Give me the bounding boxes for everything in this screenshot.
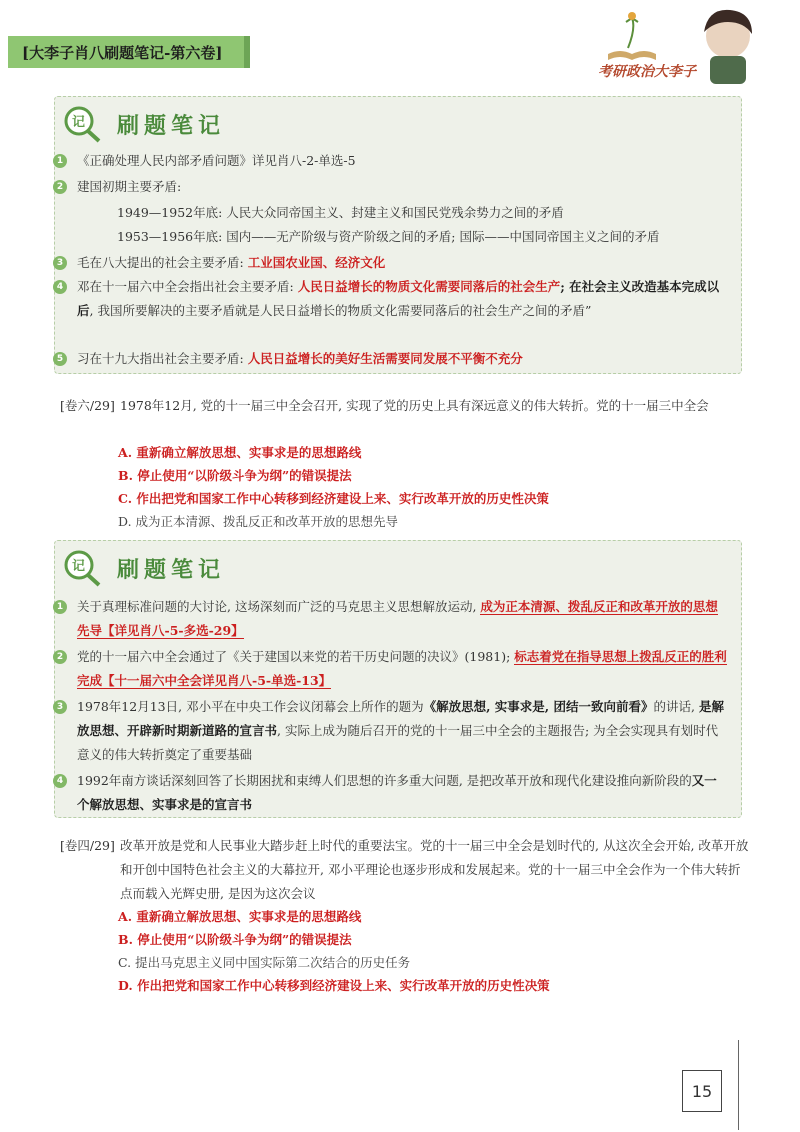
question-text: 1978年12月, 党的十一届三中全会召开, 实现了党的历史上具有深远意义的伟大转折。党的十一届三中全会 xyxy=(120,398,709,413)
option-b: B. 停止使用“以阶级斗争为纲”的错误提法 xyxy=(118,932,352,947)
note-text: 习在十九大指出社会主要矛盾: 人民日益增长的美好生活需要同发展不平衡不充分 xyxy=(77,351,523,366)
question-stem xyxy=(60,394,750,418)
option-d: D. 成为正本清源、拨乱反正和改革开放的思想先导 xyxy=(118,514,399,529)
magnifier-icon xyxy=(61,103,111,143)
number-badge: 5 xyxy=(53,352,67,366)
number-badge: 1 xyxy=(53,600,67,614)
note-text: 1978年12月13日, 邓小平在中央工作会议闭幕会上所作的题为《解放思想, 实事求是, 团结一致向前看》的讲话, 是解放思想、开辟新时期新道路的宣言书, 实际上成为随后召开的党的十一届三中全会的主题报告; 为全会实现具有划时代意义的伟大转折奠定了重要基础 xyxy=(77,699,724,762)
header-banner xyxy=(8,36,250,68)
number-badge: 4 xyxy=(53,774,67,788)
note-header xyxy=(61,103,291,143)
option-c: C. 提出马克思主义同中国实际第二次结合的历史任务 xyxy=(118,955,411,970)
note-text: 1992年南方谈话深刻回答了长期困扰和束缚人们思想的许多重大问题, 是把改革开放和现代化建设推向新阶段的又一个解放思想、实事求是的宣言书 xyxy=(77,773,717,812)
note-header xyxy=(61,547,291,587)
brand-text: 考研政治大李子 xyxy=(598,64,696,80)
page-number: 15 xyxy=(682,1070,722,1112)
question-tag: [卷四/29] xyxy=(60,838,115,853)
note-text: 《正确处理人民内部矛盾问题》详见肖八-2-单选-5 xyxy=(77,153,356,168)
option-b: B. 停止使用“以阶级斗争为纲”的错误提法 xyxy=(118,468,352,483)
note-text: 1949—1952年底: 人民大众同帝国主义、封建主义和国民党残余势力之间的矛盾 xyxy=(117,205,564,220)
note-text: 1953—1956年底: 国内——无产阶级与资产阶级之间的矛盾; 国际——中国同帝国主义之间的矛盾 xyxy=(117,229,660,244)
question-tag: [卷六/29] xyxy=(60,398,115,413)
page-rule xyxy=(738,1040,739,1130)
note-text: 邓在十一届六中全会指出社会主要矛盾: 人民日益增长的物质文化需要同落后的社会生产; 在社会主义改造基本完成以后, 我国所要解决的主要矛盾就是人民日益增长的物质文化需要同落后的社会生产之间的矛盾” xyxy=(77,279,720,318)
option-a: A. 重新确立解放思想、实事求是的思想路线 xyxy=(118,909,362,924)
header-title: [大李子肖八刷题笔记-第六卷] xyxy=(22,43,223,62)
number-badge: 2 xyxy=(53,650,67,664)
number-badge: 4 xyxy=(53,280,67,294)
note-text: 关于真理标准问题的大讨论, 这场深刻而广泛的马克思主义思想解放运动, 成为正本清源、拨乱反正和改革开放的思想先导【详见肖八-5-多选-29】 xyxy=(77,599,718,638)
number-badge: 1 xyxy=(53,154,67,168)
option-c: C. 作出把党和国家工作中心转移到经济建设上来、实行改革开放的历史性决策 xyxy=(118,491,549,506)
brand-logo xyxy=(598,8,798,88)
number-badge: 2 xyxy=(53,180,67,194)
option-a: A. 重新确立解放思想、实事求是的思想路线 xyxy=(118,445,362,460)
note-badge: 记 xyxy=(72,115,86,130)
note-title: 刷题笔记 xyxy=(117,557,226,583)
note-text: 建国初期主要矛盾: xyxy=(77,179,182,194)
number-badge: 3 xyxy=(53,256,67,270)
number-badge: 3 xyxy=(53,700,67,714)
option-d: D. 作出把党和国家工作中心转移到经济建设上来、实行改革开放的历史性决策 xyxy=(118,978,550,993)
question-text: 改革开放是党和人民事业大踏步赶上时代的重要法宝。党的十一届三中全会是划时代的, 从这次全会开始, 改革开放和开创中国特色社会主义的大幕拉开, 邓小平理论也逐步形成和发展起来。党的十一届三中全会作为一个伟大转折点而载入光辉史册, 是因为这次会议 xyxy=(120,838,749,901)
note-text: 毛在八大提出的社会主要矛盾: 工业国农业国、经济文化 xyxy=(77,255,386,270)
note-title: 刷题笔记 xyxy=(117,113,226,139)
note-box-2 xyxy=(54,540,742,818)
note-badge: 记 xyxy=(72,559,86,574)
question-stem xyxy=(60,834,750,906)
note-text: 党的十一届六中全会通过了《关于建国以来党的若干历史问题的决议》(1981); 标志着党在指导思想上拨乱反正的胜利完成【十一届六中全会详见肖八-5-单选-13】 xyxy=(77,649,727,688)
magnifier-icon xyxy=(61,547,111,587)
note-box-1 xyxy=(54,96,742,374)
